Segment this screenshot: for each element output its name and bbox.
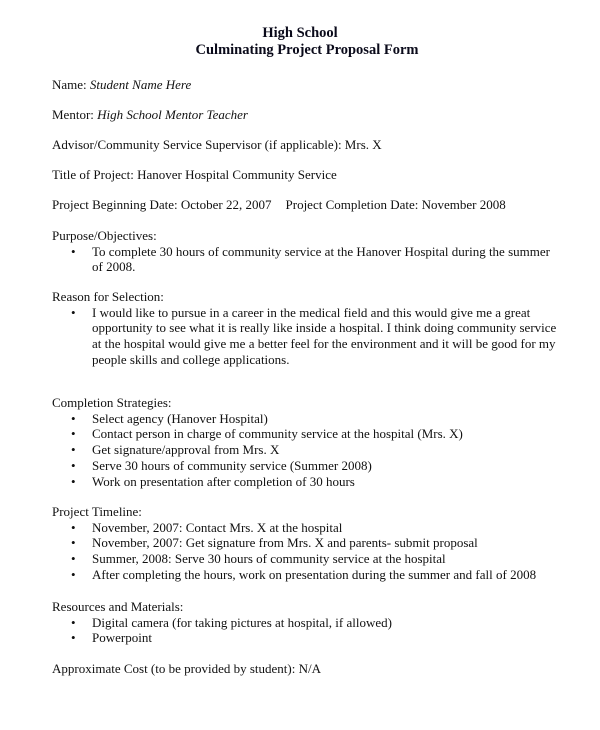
bullet-icon: • xyxy=(71,442,76,458)
begin-date: Project Beginning Date: October 22, 2007 xyxy=(52,197,272,212)
list-item xyxy=(52,630,562,646)
mentor-field xyxy=(52,107,248,123)
list-item xyxy=(52,615,562,631)
strategies-section xyxy=(52,395,572,489)
bullet-icon: • xyxy=(71,243,76,259)
document-title-line2: Culminating Project Proposal Form xyxy=(195,42,419,58)
list-item-text: Select agency (Hanover Hospital) xyxy=(92,410,268,426)
name-label: Name: xyxy=(52,77,87,92)
strategies-list xyxy=(52,411,572,490)
resources-heading: Resources and Materials: xyxy=(52,599,184,614)
resources-section xyxy=(52,599,572,646)
strategies-heading: Completion Strategies: xyxy=(52,395,172,410)
completion-date: Project Completion Date: November 2008 xyxy=(285,197,506,212)
bullet-icon: • xyxy=(71,630,76,646)
timeline-list xyxy=(52,520,572,583)
list-item xyxy=(52,244,562,275)
bullet-icon: • xyxy=(71,304,76,320)
cost-field: Approximate Cost (to be provided by student): N/A xyxy=(52,661,321,676)
project-title-field: Title of Project: Hanover Hospital Community Service xyxy=(52,167,337,182)
bullet-icon: • xyxy=(71,566,76,582)
list-item xyxy=(52,411,562,427)
list-item xyxy=(52,535,562,551)
list-item-text: November, 2007: Contact Mrs. X at the hospital xyxy=(92,519,343,535)
list-item-text: November, 2007: Get signature from Mrs. X and parents- submit proposal xyxy=(92,535,478,551)
bullet-icon: • xyxy=(71,614,76,630)
list-item-text: Digital camera (for taking pictures at hospital, if allowed) xyxy=(92,614,392,630)
name-value: Student Name Here xyxy=(89,77,192,92)
bullet-icon: • xyxy=(71,535,76,551)
bullet-icon: • xyxy=(71,426,76,442)
list-item xyxy=(52,474,562,490)
document-title-line1: High School xyxy=(262,25,338,41)
list-item xyxy=(52,551,562,567)
bullet-icon: • xyxy=(71,457,76,473)
list-item-text: After completing the hours, work on presentation during the summer and fall of 2008 xyxy=(92,566,537,582)
resources-list xyxy=(52,615,572,646)
mentor-label: Mentor: xyxy=(52,107,94,122)
purpose-heading: Purpose/Objectives: xyxy=(52,228,157,243)
list-item-text: Powerpoint xyxy=(92,630,152,646)
purpose-section xyxy=(52,228,572,275)
list-item-text: Get signature/approval from Mrs. X xyxy=(92,442,280,458)
list-item-text: Contact person in charge of community service at the hospital (Mrs. X) xyxy=(92,426,463,442)
list-item xyxy=(52,442,562,458)
list-item-text: To complete 30 hours of community service at the Hanover Hospital during the summer of 2008. xyxy=(92,243,550,275)
timeline-heading: Project Timeline: xyxy=(52,504,142,519)
bullet-icon: • xyxy=(71,473,76,489)
bullet-icon: • xyxy=(71,519,76,535)
reason-heading: Reason for Selection: xyxy=(52,289,164,304)
list-item xyxy=(52,458,562,474)
mentor-value: High School Mentor Teacher xyxy=(97,107,248,122)
advisor-field: Advisor/Community Service Supervisor (if applicable): Mrs. X xyxy=(52,137,382,152)
bullet-icon: • xyxy=(71,410,76,426)
list-item xyxy=(52,520,562,536)
list-item xyxy=(52,305,562,368)
bullet-icon: • xyxy=(71,551,76,567)
list-item xyxy=(52,567,562,583)
list-item xyxy=(52,426,562,442)
reason-section xyxy=(52,289,572,368)
list-item-text: Work on presentation after completion of 30 hours xyxy=(92,473,355,489)
list-item-text: I would like to pursue in a career in the medical field and this would give me a great opportunity to see what it is really like inside a hospital. I think doing community service at the hospital would give me a better feel for the environment and it will be good for my people skills and college applications. xyxy=(92,304,557,367)
name-field xyxy=(52,77,191,93)
purpose-list xyxy=(52,244,572,275)
reason-list xyxy=(52,305,572,368)
dates-field xyxy=(52,197,506,213)
list-item-text: Summer, 2008: Serve 30 hours of community service at the hospital xyxy=(92,551,446,567)
list-item-text: Serve 30 hours of community service (Summer 2008) xyxy=(92,457,372,473)
timeline-section xyxy=(52,504,572,583)
